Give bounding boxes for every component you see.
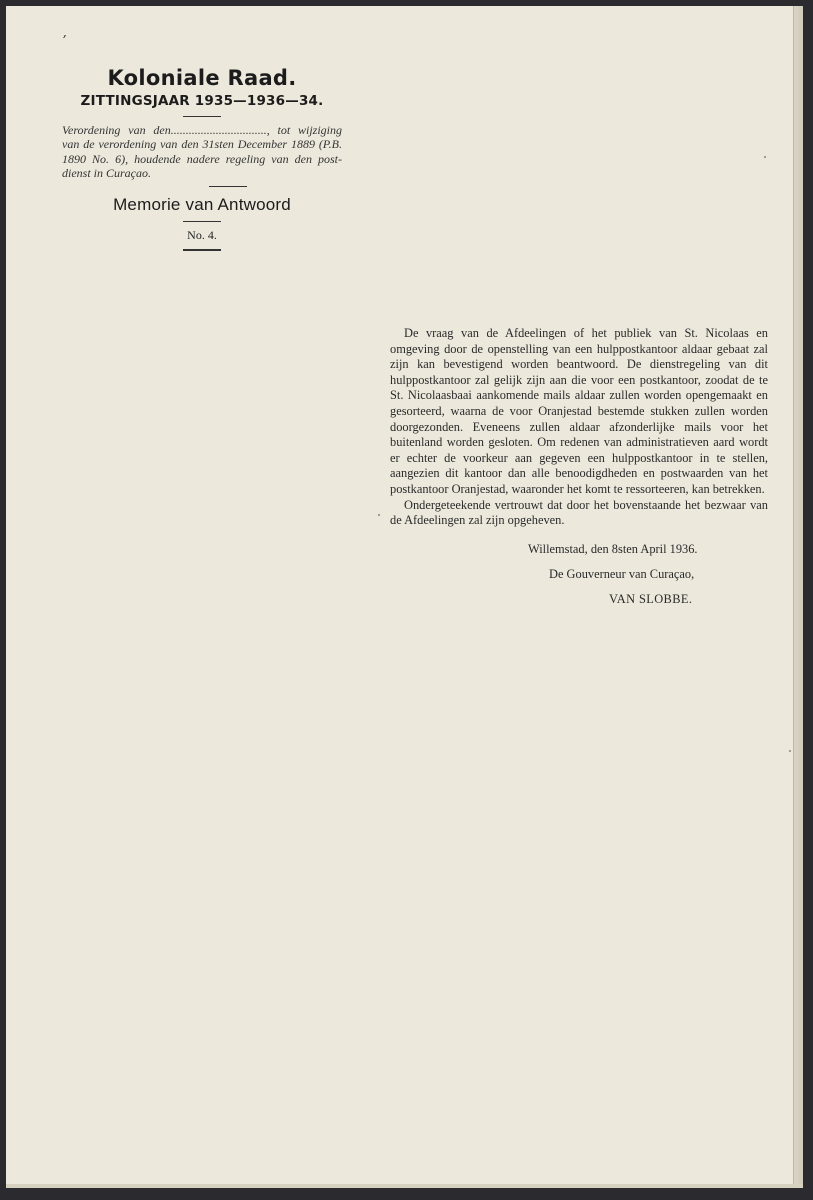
document-page [6,6,803,1188]
page-edge [793,6,803,1188]
document-body [390,326,768,529]
governor-title: De Gouverneur van Curaçao, [549,567,695,581]
page-bottom-edge [6,1184,803,1188]
document-type: Memorie van Antwoord [113,195,291,215]
document-number: No. 4. [187,228,217,243]
body-paragraph: De vraag van de Afdeelingen of het publiek van St. Nicolaas en omgeving door de openstelling van een hulppostkantoor aldaar gebaat zal zijn kan bevestigend worden beantwoord. De dienstregeling van dit hulppostkantoor zal gelijk zijn aan die voor een postkantoor, zoodat de te St. Nicolaasbaai aankomende mails aldaar zullen worden opengemaakt en gesorteerd, waarna de voor Oranjestad bestemde stukken zullen worden doorgezonden. Eveneens zullen aldaar afzonderlijke mails voor het buitenland worden gesloten. Om redenen van administratieven aard wordt er echter de voorkeur aan gegeven een hulppostkantoor in te stellen, aangezien dit kantoor dan alle benoodigdheden en postwaarden van het postkantoor Oranjestad, waaronder het komt te ressorteeren, kan betrekken. [390,326,768,496]
decree-description: Verordening van den................................, tot wijziging van de verordening van den 31sten December 1889 (P.B. 1890 No. 6), houdende nadere regeling van den post-dienst in Curaçao. [62,123,342,180]
body-paragraph: Ondergeteekende vertrouwt dat door het bovenstaande het bezwaar van de Afdeelingen zal zijn opgeheven. [390,497,768,528]
paper-speck [789,750,791,752]
divider [209,186,247,187]
corner-mark: ʼ [62,34,67,49]
place-date: Willemstad, den 8sten April 1936. [528,542,698,556]
council-title: Koloniale Raad. [107,66,297,90]
divider [183,221,221,222]
signature-name: VAN SLOBBE. [609,592,693,606]
divider [183,116,221,117]
divider [183,249,221,251]
document-header [62,66,342,251]
paper-speck [378,514,380,516]
paper-speck [764,156,766,158]
session-year: ZITTINGSJAAR 1935—1936—34. [80,93,324,109]
